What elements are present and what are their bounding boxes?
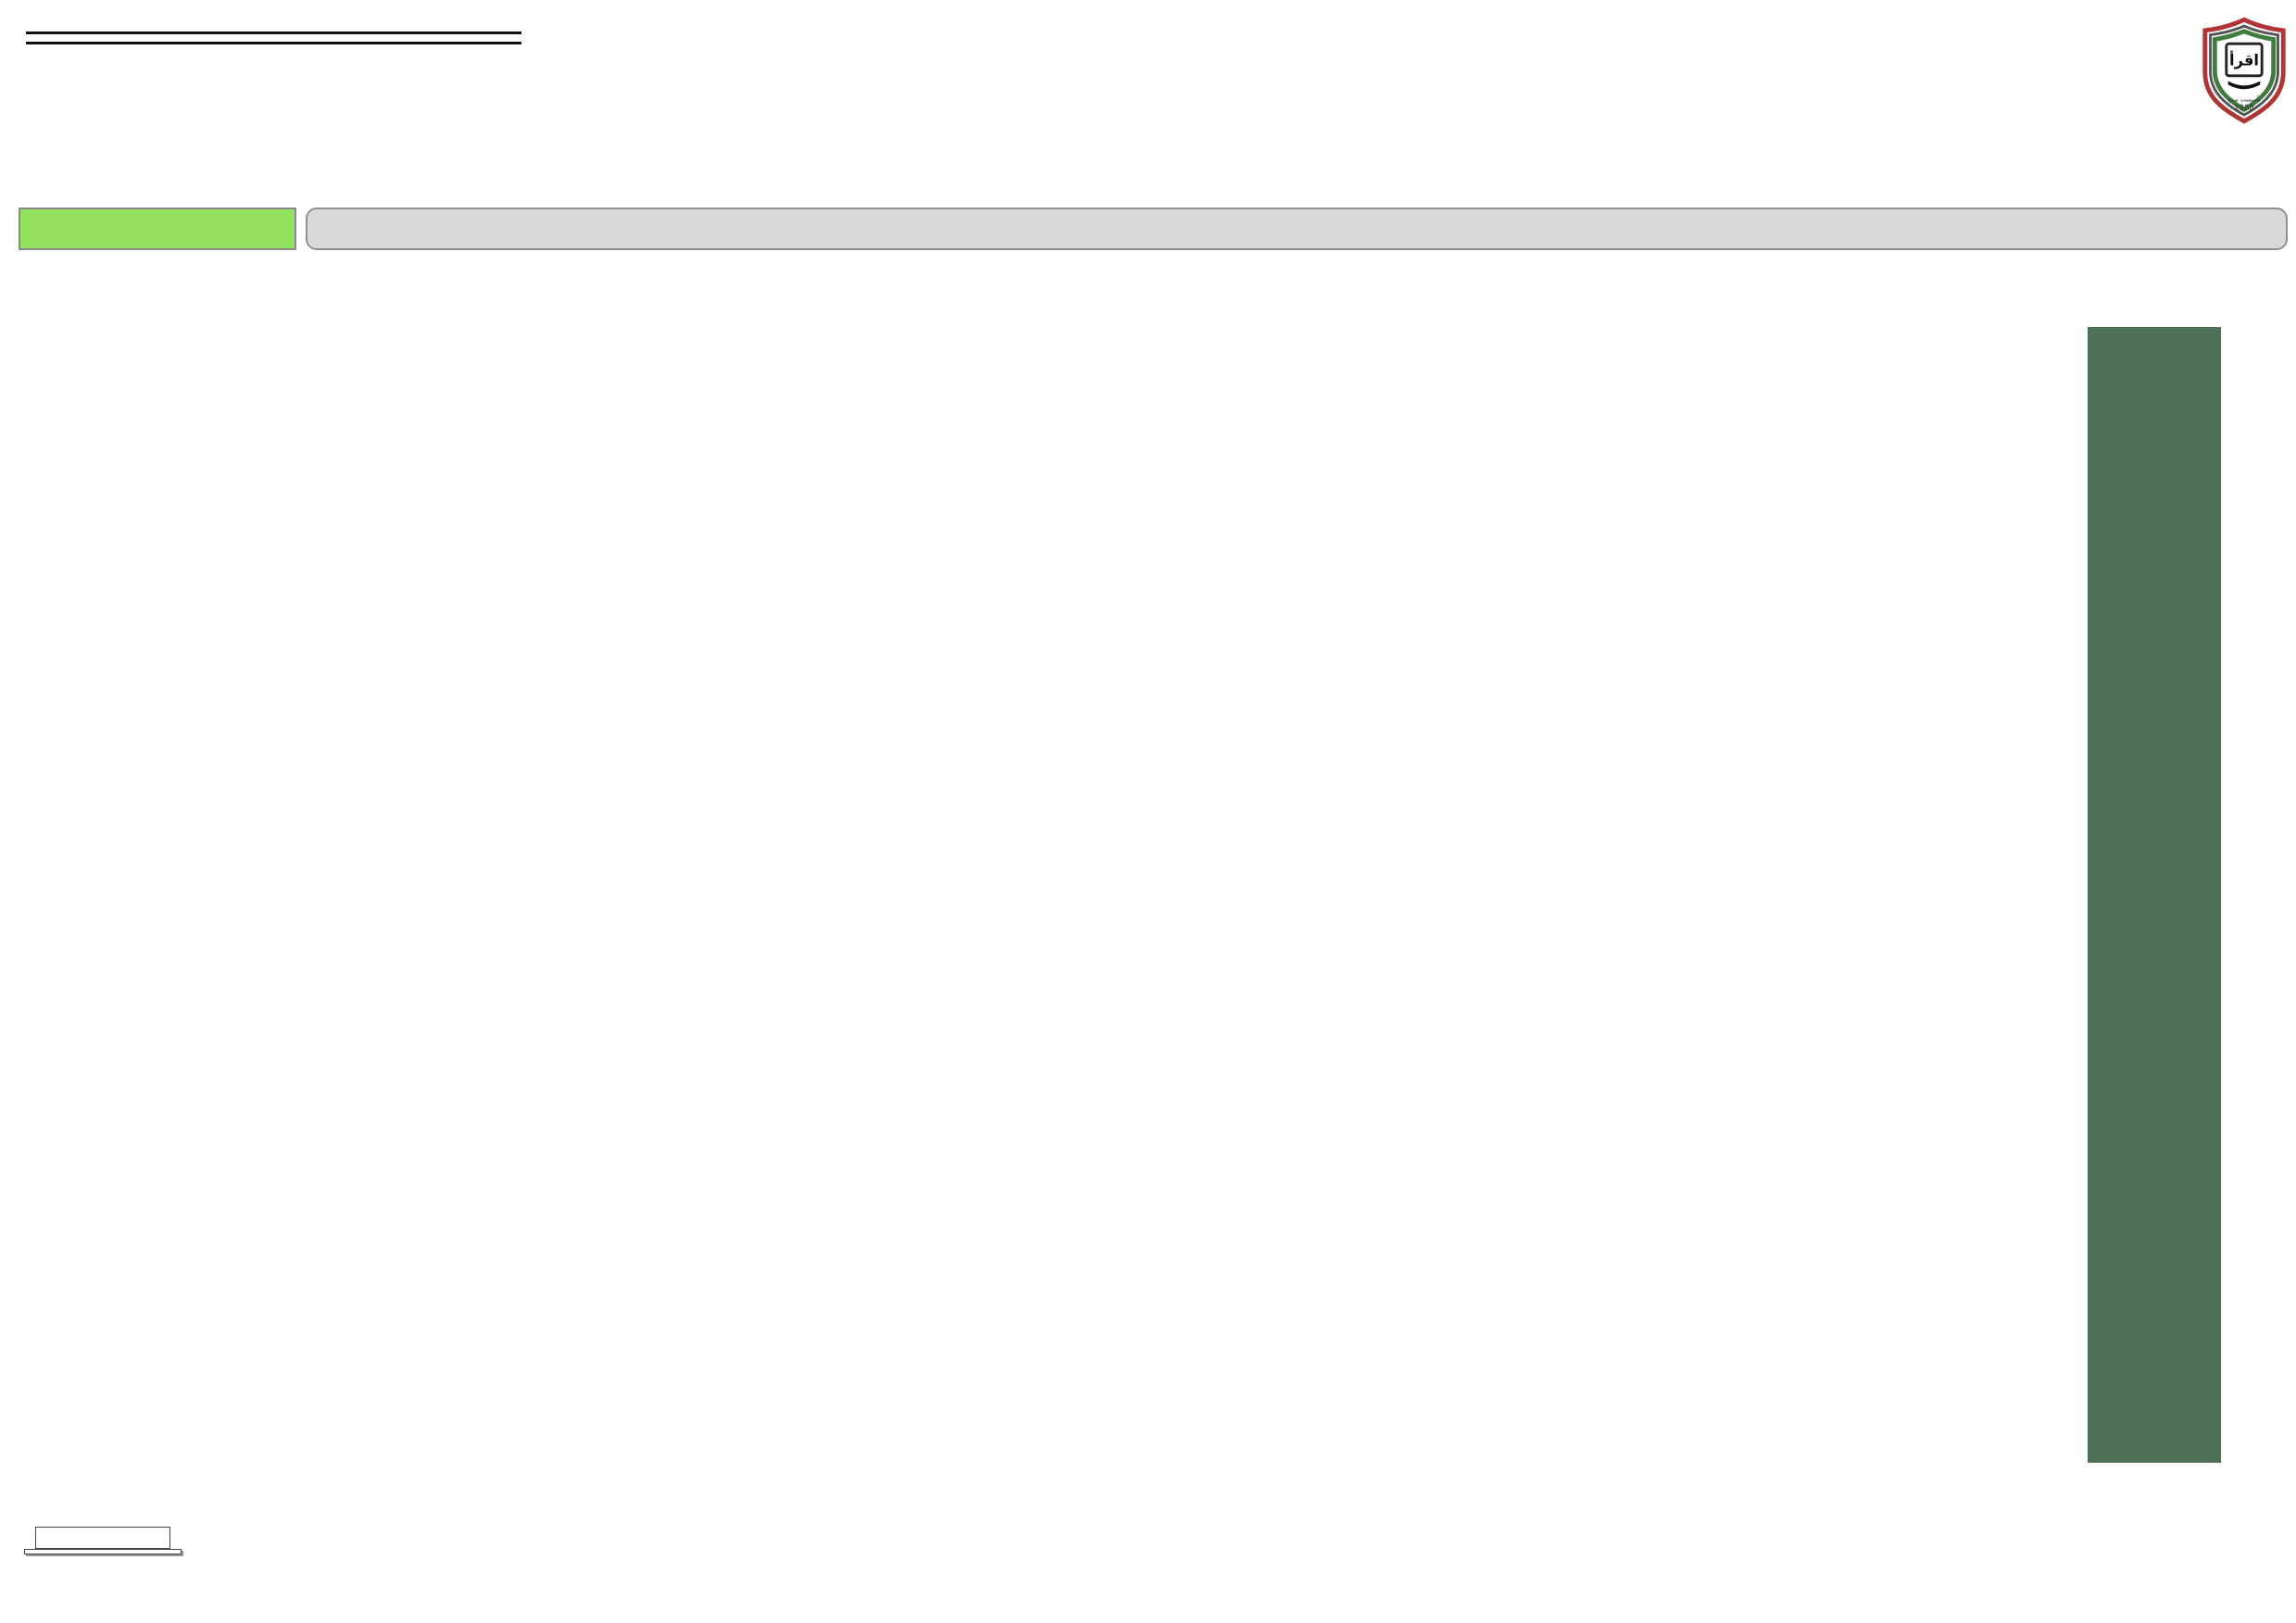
legend-rows <box>24 1549 182 1554</box>
university-logo-icon <box>2200 17 2289 126</box>
student-names-redaction <box>2088 327 2221 1463</box>
grading-legend <box>24 1527 182 1554</box>
final-exam-badge <box>19 208 296 250</box>
faculty-name <box>26 34 521 42</box>
info-bar <box>306 208 2288 250</box>
faculty-header <box>26 31 521 53</box>
logo-year: 1988 <box>2234 104 2254 114</box>
divider <box>26 42 521 44</box>
legend-title <box>35 1527 170 1549</box>
logo-founded: تأسست سنة <box>2227 95 2261 104</box>
logo-motto: اقرأ <box>2228 51 2260 69</box>
